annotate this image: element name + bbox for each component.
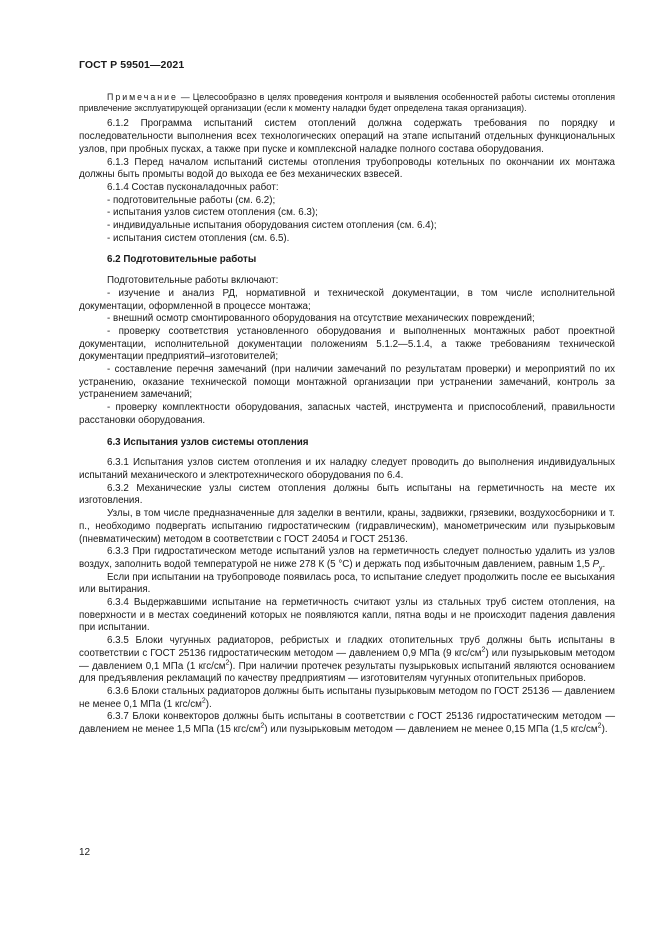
clause-6-3-7 [79,711,615,736]
clause-6-1-2: 6.1.2 Программа испытаний систем отоплений должна содержать требования по порядку и последовательности выполнения всех технологических операций на этапе испытаний отдельных функциональных узлов, при пробных пусках, а также при пуске и комплексной наладке полного состава оборудования. [79,118,615,155]
note-text: — Целесообразно в целях проведения контроля и выявления особенностей работы системы отопления привлечение эксплуатирующей организации (если к моменту наладки будет определена такая организация). [79,92,615,114]
clause-6-3-6 [79,686,615,711]
list-item: - проверку соответствия установленного оборудования и выполненных монтажных работ проектной документации, исполнительной документации положениям 5.1.2—5.1.4, а также требованиям технической документации предприятий–изготовителей; [79,325,615,363]
superscript: 2 [260,722,265,730]
clause-6-1-3: 6.1.3 Перед началом испытаний системы отопления трубопроводы котельных по окончании их монтажа должны быть промыты водой до выхода ее без механических взвесей. [79,156,615,181]
clause-6-3-3 [79,546,615,571]
pressure-subscript: y [599,564,603,572]
clause-text: ) или пузырьковым методом — давлением 0,1 МПа (1 кгс/см [79,647,615,672]
clause-6-3-1: 6.3.1 Испытания узлов систем отопления и их наладку следует проводить до выполнения индивидуальных испытаний механического и электротехнического оборудования по 6.4. [79,457,615,481]
section-6-2-intro: Подготовительные работы включают: [107,275,279,287]
note-label: Примечание [107,92,178,102]
clause-text: 6.3.6 Блоки стальных радиаторов должны быть испытаны пузырьковым методом по ГОСТ 25136 — давлением не менее 0,1 МПа (1 кгс/см [79,685,615,710]
clause-6-3-2-continued: Узлы, в том числе предназначенные для заделки в вентили, краны, задвижки, грязевики, воздухосборники и т. п., необходимо подвергать испытанию гидростатическим (гидравлическим), манометрическим или пузырьковым (пневматическим) методом в соответствии с ГОСТ 24054 и ГОСТ 25136. [79,508,615,545]
list-item: - испытания узлов систем отопления (см. 6.3); [107,207,318,219]
superscript: 2 [597,722,602,730]
clause-text: 6.3.5 Блоки чугунных радиаторов, ребристых и гладких отопительных труб должны быть испытаны в соответствии с ГОСТ 25136 гидростатическим методом — давлением 0,9 МПа (9 кгс/см [79,635,615,659]
clause-end: . [602,558,606,570]
clause-6-3-2: 6.3.2 Механические узлы систем отопления должны быть испытаны на герметичность на месте их изготовления. [79,482,615,507]
clause-6-3-3-continued: Если при испытании на трубопроводе появилась роса, то испытание следует продолжить после ее высыхания или вытирания. [79,571,615,596]
clause-6-3-4: 6.3.4 Выдержавшими испытание на герметичность считают узлы из стальных труб систем отопления, на поверхности и в местах соединений которых не появляются капли, пятна воды и не происходит падения давления при испытании. [79,597,615,634]
clause-text: ). [205,698,212,710]
superscript: 2 [201,697,206,705]
clause-text: ). При наличии протечек результаты пузырьковых испытаний являются основанием для предъявления рекламаций по качеству предприятиям — изготовителям чугунных отопительных приборов. [79,660,615,685]
clause-6-3-5 [79,635,615,686]
clause-text: 6.3.7 Блоки конвекторов должны быть испытаны в соответствии с ГОСТ 25136 гидростатическим методом — давлением не менее 1,5 МПа (15 кгс/см [79,711,615,736]
superscript: 2 [481,646,486,654]
superscript: 2 [225,659,230,667]
clause-6-1-4: 6.1.4 Состав пусконаладочных работ: [107,181,279,193]
page-number: 12 [79,847,91,858]
list-item: - подготовительные работы (см. 6.2); [107,194,276,206]
section-heading-6-2: 6.2 Подготовительные работы [107,254,257,266]
document-body [79,92,615,737]
clause-text: ). [601,724,608,736]
pressure-symbol: P [592,558,600,570]
list-item: - индивидуальные испытания оборудования систем отопления (см. 6.4); [107,220,437,232]
clause-6-3-3-text: 6.3.3 При гидростатическом методе испытаний узлов на герметичность следует полностью удалить из узлов воздух, заполнить водой температурой не ниже 278 К (5 °C) и держать под избыточным давлением, равным 1,5 [79,546,615,570]
list-item: - изучение и анализ РД, нормативной и технической документации, в том числе исполнительной документации, оформленной в процессе монтажа; [79,287,615,312]
clause-text: ) или пузырьковым методом — давлением не менее 0,15 МПа (1,5 кгс/см [264,724,598,736]
document-header: ГОСТ Р 59501—2021 [79,59,185,71]
list-item: - составление перечня замечаний (при наличии замечаний по результатам проверки) и мероприятий по их устранению, оказание технической помощи монтажной организации при устранении замечаний, контроль за устранением замечаний; [79,364,615,401]
list-item: - испытания систем отопления (см. 6.5). [107,232,290,244]
list-item: - проверку комплектности оборудования, запасных частей, инструмента и приспособлений, правильности расстановки оборудования. [79,402,615,426]
section-heading-6-3: 6.3 Испытания узлов системы отопления [107,436,309,448]
list-item: - внешний осмотр смонтированного оборудования на отсутствие механических повреждений; [107,313,535,325]
note-paragraph [79,92,615,114]
